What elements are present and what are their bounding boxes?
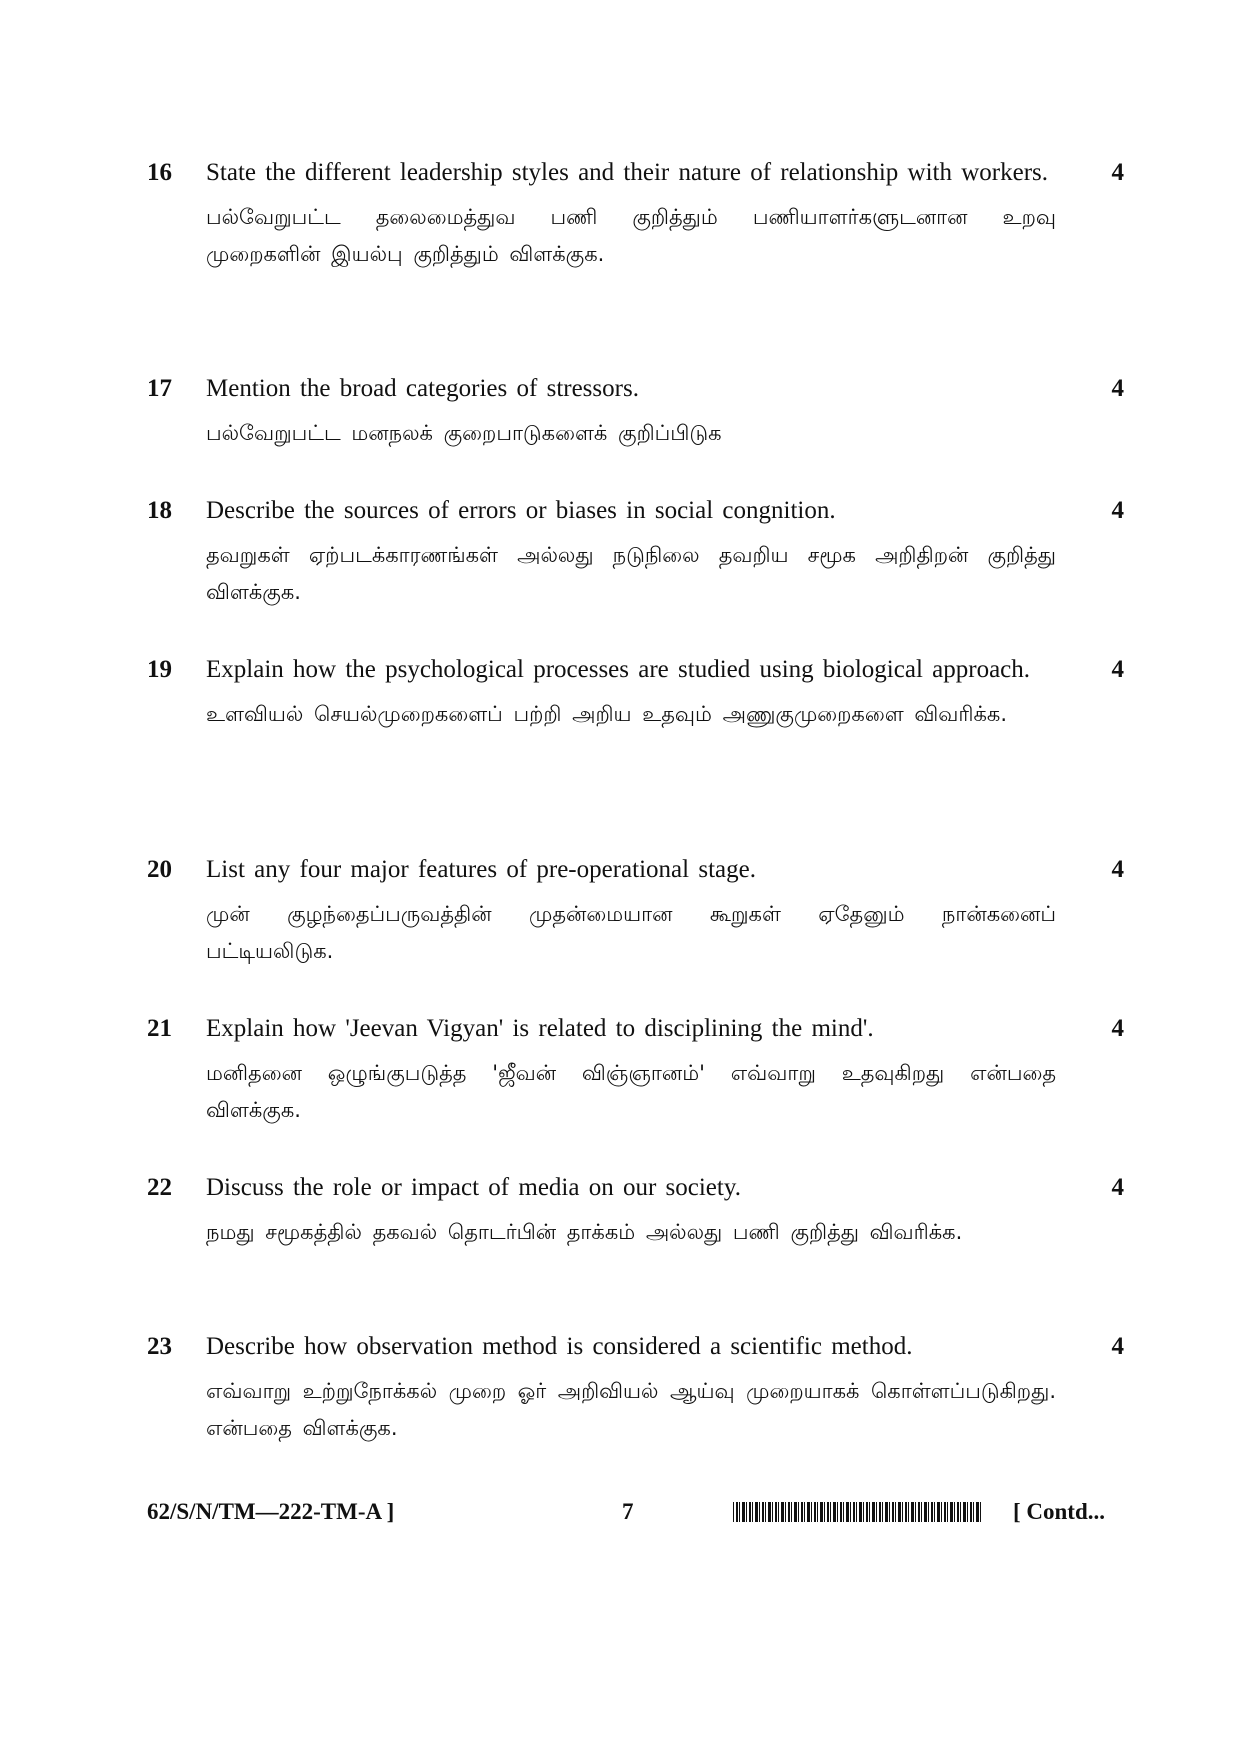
question-text-tamil: பல்வேறுபட்ட தலைமைத்துவ பணி குறித்தும் பணியாளர்களுடனான உறவு முறைகளின் இயல்பு குறித்தும் விளக்குக. [206,205,1056,266]
question-text-tamil: முன் குழந்தைப்பருவத்தின் முதன்மையான கூறுகள் ஏதேனும் நான்கனைப் பட்டியலிடுக. [206,902,1056,963]
question-number: 17 [147,375,172,402]
question-text-tamil: மனிதனை ஒழுங்குபடுத்த 'ஜீவன் விஞ்ஞானம்' எவ்வாறு உதவுகிறது என்பதை விளக்குக. [206,1061,1056,1122]
question-marks: 4 [1111,1333,1124,1360]
question-text-tamil: உளவியல் செயல்முறைகளைப் பற்றி அறிய உதவும் அணுகுமுறைகளை விவரிக்க. [206,702,1008,726]
question-number: 18 [147,497,172,524]
question-marks: 4 [1111,1015,1124,1042]
question-marks: 4 [1111,375,1124,402]
question-body [206,850,1056,970]
question-text-english: State the different leadership styles and their nature of relationship with workers. [206,159,1049,186]
question-number: 22 [147,1174,172,1201]
question-text-english: Describe the sources of errors or biases in social congnition. [206,497,836,524]
question-text-english: Mention the broad categories of stressors. [206,375,639,402]
question-marks: 4 [1111,497,1124,524]
question-text-tamil: எவ்வாறு உற்றுநோக்கல் முறை ஓர் அறிவியல் ஆய்வு முறையாகக் கொள்ளப்படுகிறது. என்பதை விளக்குக. [206,1379,1056,1440]
question-marks: 4 [1111,159,1124,186]
question-text-english: Describe how observation method is considered a scientific method. [206,1333,913,1360]
question-number: 16 [147,159,172,186]
question-text-english: Explain how the psychological processes are studied using biological approach. [206,656,1031,683]
continued-label: [ Contd... [1013,1499,1106,1524]
question-marks: 4 [1111,856,1124,883]
paper-code: 62/S/N/TM—222-TM-A ] [147,1499,395,1524]
question-number: 19 [147,656,172,683]
question-body [206,491,1056,611]
question-text-tamil: தவறுகள் ஏற்படக்காரணங்கள் அல்லது நடுநிலை தவறிய சமூக அறிதிறன் குறித்து விளக்குக. [206,543,1056,604]
page-footer [0,1492,1240,1532]
question-marks: 4 [1111,1174,1124,1201]
question-text-tamil: நமது சமூகத்தில் தகவல் தொடர்பின் தாக்கம் அல்லது பணி குறித்து விவரிக்க. [206,1220,963,1244]
question-body [206,1327,1056,1447]
question-body [206,650,1056,733]
question-body [206,153,1056,273]
question-marks: 4 [1111,656,1124,683]
question-number: 20 [147,856,172,883]
question-text-tamil: பல்வேறுபட்ட மனநலக் குறைபாடுகளைக் குறிப்பிடுக [206,421,722,445]
question-body [206,1168,1056,1251]
question-body [206,1009,1056,1129]
question-number: 21 [147,1015,172,1042]
barcode [733,1502,983,1522]
question-text-english: Explain how 'Jeevan Vigyan' is related to disciplining the mind'. [206,1015,874,1042]
question-text-english: Discuss the role or impact of media on our society. [206,1174,741,1201]
question-text-english: List any four major features of pre-operational stage. [206,856,756,883]
question-body [206,369,1056,452]
question-number: 23 [147,1333,172,1360]
page-number: 7 [622,1499,634,1524]
